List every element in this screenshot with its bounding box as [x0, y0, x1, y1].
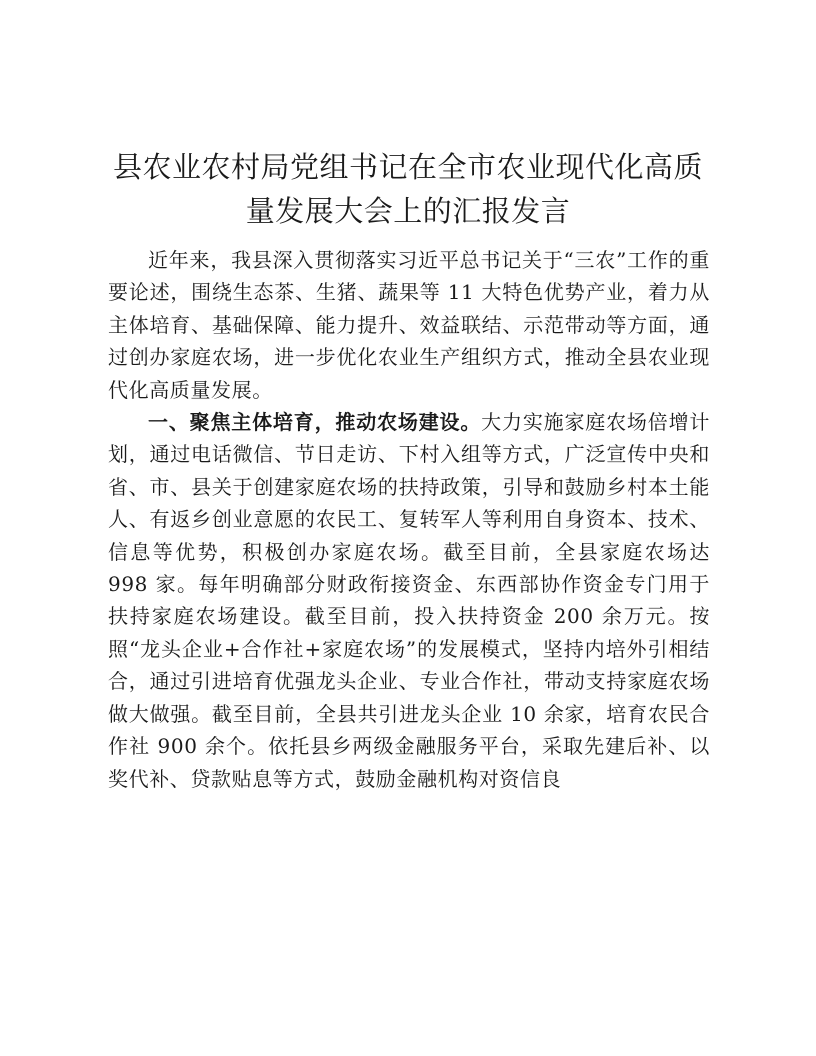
document-body	[108, 244, 710, 795]
paragraph-section-1	[108, 406, 710, 795]
paragraph-intro-text: 近年来，我县深入贯彻落实习近平总书记关于“三农”工作的重要论述，围绕生态茶、生猪、蔬果等 11 大特色优势产业，着力从主体培育、基础保障、能力提升、效益联结、示范带动等方面，通过创办家庭农场，进一步优化农业生产组织方式，推动全县农业现代化高质量发展。	[108, 248, 710, 402]
section-1-text: 大力实施家庭农场倍增计划，通过电话微信、节日走访、下村入组等方式，广泛宣传中央和省、市、县关于创建家庭农场的扶持政策，引导和鼓励乡村本土能人、有返乡创业意愿的农民工、复转军人等利用自身资本、技术、信息等优势，积极创办家庭农场。截至目前，全县家庭农场达 998 家。每年明确部分财政衔接资金、东西部协作资金专门用于扶持家庭农场建设。截至目前，投入扶持资金 200 余万元。按照“龙头企业+合作社+家庭农场”的发展模式，坚持内培外引相结合，通过引进培育优强龙头企业、专业合作社，带动支持家庭农场做大做强。截至目前，全县共引进龙头企业 10 余家，培育农民合作社 900 余个。依托县乡两级金融服务平台，采取先建后补、以奖代补、贷款贴息等方式，鼓励金融机构对资信良	[108, 410, 710, 791]
section-1-heading: 一、聚焦主体培育，推动农场建设。	[148, 410, 482, 435]
document-title: 县农业农村局党组书记在全市农业现代化高质量发展大会上的汇报发言	[112, 150, 703, 228]
paragraph-intro	[108, 244, 710, 406]
